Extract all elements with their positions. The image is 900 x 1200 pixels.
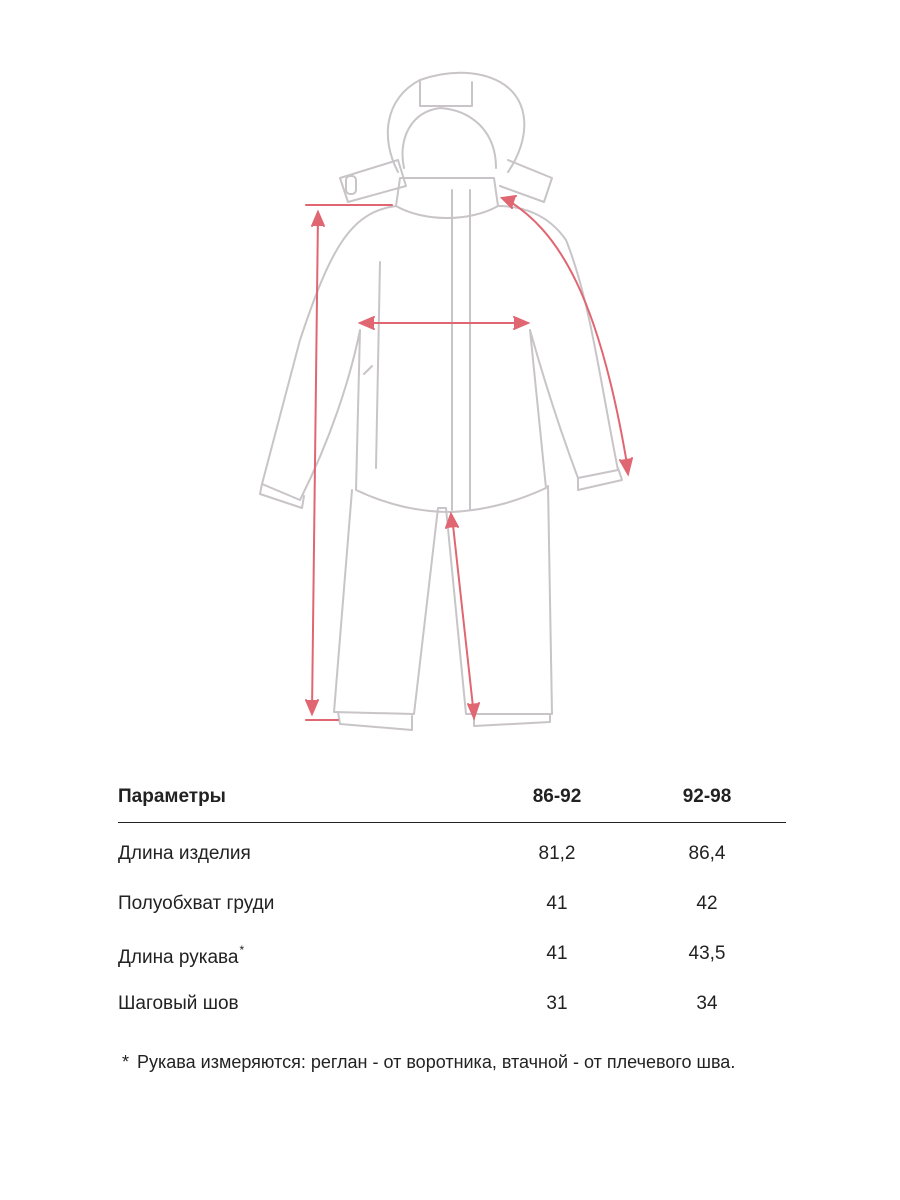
pants <box>334 486 552 714</box>
row-value-92-98: 86,4 <box>688 843 726 864</box>
row-label: Длина рукава <box>118 947 239 968</box>
right-hood-tab <box>500 160 552 202</box>
row-label: Шаговый шов <box>118 993 239 1014</box>
table-row <box>118 923 786 973</box>
left-pant-hem <box>338 712 412 730</box>
row-value-86-92: 31 <box>546 993 568 1014</box>
hood-opening <box>403 108 497 168</box>
asterisk-marker: * <box>239 943 245 957</box>
row-label: Полуобхват груди <box>118 893 275 914</box>
header-size-92-98: 92-98 <box>682 786 732 807</box>
sleeve-arrow-bottom-head <box>620 458 632 474</box>
left-cuff <box>260 484 304 508</box>
row-value-92-98: 42 <box>696 893 718 914</box>
header-size-86-92: 86-92 <box>532 786 582 807</box>
table-header-row <box>118 780 786 823</box>
collar <box>396 178 498 218</box>
row-value-92-98: 34 <box>696 993 718 1014</box>
table-row <box>118 973 786 1023</box>
hood-outline <box>388 73 524 172</box>
row-label: Длина изделия <box>118 843 251 864</box>
row-value-92-98: 43,5 <box>688 943 726 964</box>
table-row <box>118 823 786 873</box>
inseam-arrow-top-head <box>446 514 458 528</box>
row-label-with-note <box>118 943 244 969</box>
chest-arrow-right-head <box>514 317 528 329</box>
size-table <box>118 780 786 1023</box>
right-pant-hem <box>474 714 550 726</box>
length-arrow-bottom-head <box>306 700 318 714</box>
header-parameters: Параметры <box>118 786 226 807</box>
row-value-86-92: 41 <box>546 893 568 914</box>
hood-inner <box>420 80 472 106</box>
overall-outline <box>260 73 622 730</box>
footnote-marker: * <box>122 1052 130 1072</box>
length-arrow-top-head <box>312 212 324 226</box>
chest-arrow-left-head <box>360 317 374 329</box>
footnote-text: Рукава измеряются: реглан - от воротника, втачной - от плечевого шва. <box>137 1052 736 1072</box>
footnote <box>122 1052 735 1073</box>
row-value-86-92: 41 <box>546 943 568 964</box>
left-tab-button <box>346 176 356 194</box>
table-row <box>118 873 786 923</box>
row-value-86-92: 81,2 <box>538 843 576 864</box>
inseam-arrow-bottom-head <box>468 703 479 718</box>
